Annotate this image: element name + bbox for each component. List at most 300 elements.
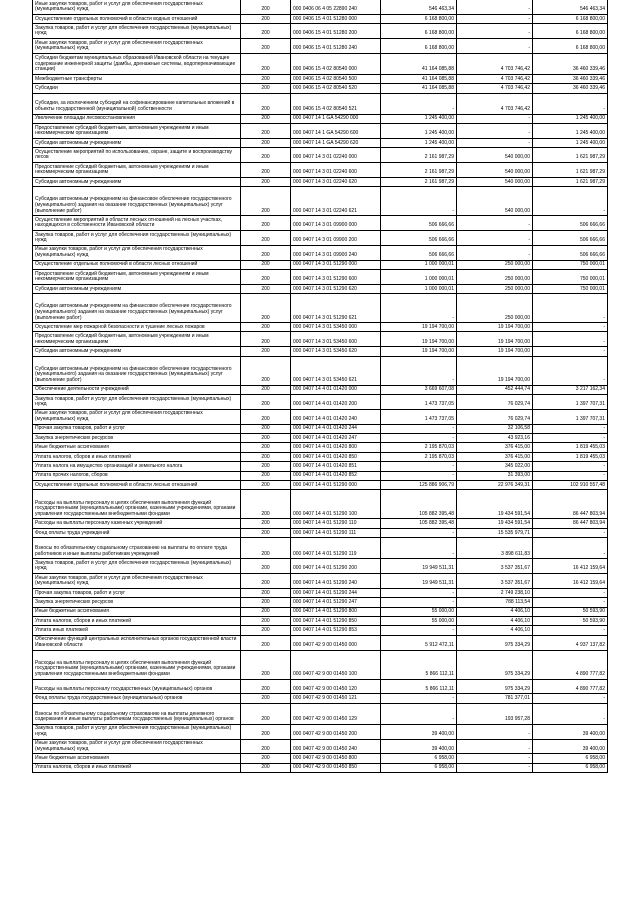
row-admin-code-text: 200 <box>261 670 270 677</box>
row-budget-code <box>291 490 381 518</box>
row-budget-code <box>291 163 381 177</box>
table-row <box>33 764 607 773</box>
row-budget-code-text: 000 0407 14 4 01 01420 247 <box>293 434 357 441</box>
row-remaining-amount <box>533 472 607 480</box>
row-remaining-amount-text: - <box>603 598 605 605</box>
row-budget-code <box>291 617 381 625</box>
row-name <box>33 24 241 38</box>
row-remaining-amount <box>533 148 607 162</box>
row-approved-amount-text: 19 949 511,31 <box>422 565 454 572</box>
row-remaining-amount <box>533 626 607 634</box>
row-name-text: Иные бюджетные ассигнования <box>35 755 109 762</box>
row-budget-code <box>291 529 381 537</box>
row-executed-amount <box>457 740 533 754</box>
row-approved-amount-text: - <box>452 105 454 112</box>
row-admin-code-text: 200 <box>261 641 270 648</box>
row-remaining-amount <box>533 636 607 650</box>
row-budget-code <box>291 434 381 442</box>
row-executed-amount <box>457 357 533 385</box>
row-name <box>33 347 241 355</box>
row-admin-code-text: 200 <box>261 130 270 137</box>
row-name <box>33 481 241 489</box>
row-budget-code-text: 000 0407 14 3 01 02240 620 <box>293 178 357 185</box>
row-executed-amount-text: 193 957,28 <box>504 716 530 723</box>
row-executed-amount-text: - <box>528 764 530 771</box>
row-admin-code-text: 200 <box>261 481 270 488</box>
row-approved-amount <box>381 115 457 123</box>
row-remaining-amount <box>533 323 607 331</box>
row-remaining-amount <box>533 410 607 424</box>
row-admin-code-text: 200 <box>261 207 270 214</box>
row-name-text: Уплата налогов, сборов и иных платежей <box>35 764 132 771</box>
row-admin-code <box>241 285 291 293</box>
row-approved-amount <box>381 39 457 53</box>
row-executed-amount-text: 540 000,00 <box>504 178 530 185</box>
row-admin-code <box>241 740 291 754</box>
row-admin-code <box>241 270 291 284</box>
row-admin-code <box>241 246 291 260</box>
row-name <box>33 434 241 442</box>
row-name-text: Увеличение площади лесовосстановления <box>35 115 135 122</box>
row-executed-amount <box>457 216 533 230</box>
row-admin-code <box>241 434 291 442</box>
row-admin-code <box>241 529 291 537</box>
row-budget-code <box>291 15 381 23</box>
row-executed-amount-text: - <box>528 15 530 22</box>
row-remaining-amount <box>533 386 607 394</box>
table-row <box>33 589 607 598</box>
row-remaining-amount-text: 506 666,66 <box>579 237 605 244</box>
row-remaining-amount-text: 39 400,00 <box>582 745 605 752</box>
row-name <box>33 357 241 385</box>
row-remaining-amount <box>533 519 607 527</box>
row-executed-amount <box>457 347 533 355</box>
row-name <box>33 84 241 92</box>
row-executed-amount <box>457 261 533 269</box>
row-executed-amount-text: 781 377,01 <box>504 695 530 702</box>
table-row <box>33 0 607 15</box>
row-executed-amount-text: 452 444,74 <box>504 386 530 393</box>
row-admin-code-text: 200 <box>261 444 270 451</box>
row-admin-code <box>241 163 291 177</box>
table-row <box>33 608 607 617</box>
row-remaining-amount <box>533 453 607 461</box>
row-executed-amount-text: 15 535 979,71 <box>498 529 530 536</box>
row-remaining-amount <box>533 178 607 186</box>
row-admin-code <box>241 94 291 114</box>
table-row <box>33 490 607 519</box>
row-admin-code <box>241 574 291 588</box>
row-budget-code-text: 000 0407 14 3 01 53450 600 <box>293 338 357 345</box>
row-admin-code <box>241 24 291 38</box>
row-remaining-amount <box>533 94 607 114</box>
row-remaining-amount-text: - <box>603 207 605 214</box>
table-row <box>33 626 607 635</box>
row-name-text: Иные закупки товаров, работ и услуг для обеспечения государственных (муниципальных) нужд <box>35 0 203 13</box>
row-executed-amount-text: 4 703 746,42 <box>500 75 530 82</box>
row-approved-amount <box>381 323 457 331</box>
row-approved-amount-text: - <box>452 207 454 214</box>
row-budget-code <box>291 519 381 527</box>
row-budget-code <box>291 124 381 138</box>
row-admin-code <box>241 323 291 331</box>
row-executed-amount <box>457 490 533 518</box>
row-approved-amount <box>381 386 457 394</box>
row-remaining-amount <box>533 75 607 83</box>
row-executed-amount <box>457 15 533 23</box>
row-executed-amount <box>457 163 533 177</box>
row-executed-amount-text: - <box>528 745 530 752</box>
table-row <box>33 270 607 285</box>
row-remaining-amount <box>533 124 607 138</box>
row-executed-amount <box>457 0 533 14</box>
row-budget-code-text: 000 0406 15 4 01 51280 200 <box>293 30 357 37</box>
row-admin-code-text: 200 <box>261 105 270 112</box>
row-remaining-amount <box>533 680 607 694</box>
row-budget-code-text: 000 0407 14 4 01 51290 200 <box>293 565 357 572</box>
table-row <box>33 680 607 695</box>
row-budget-code-text: 000 0407 14 3 01 53450 620 <box>293 348 357 355</box>
row-admin-code-text: 200 <box>261 348 270 355</box>
row-name <box>33 472 241 480</box>
row-remaining-amount-text: - <box>603 434 605 441</box>
row-executed-amount-text: - <box>528 130 530 137</box>
row-remaining-amount <box>533 187 607 215</box>
row-name-text: Уплата налогов, сборов и иных платежей <box>35 617 132 624</box>
row-budget-code <box>291 75 381 83</box>
row-remaining-amount <box>533 24 607 38</box>
row-name-text: Закупка товаров, работ и услуг для обеспечения государственных (муниципальных) нужд <box>35 395 232 408</box>
row-admin-code <box>241 386 291 394</box>
row-budget-code-text: 000 0407 14 4 01 51290 244 <box>293 589 357 596</box>
row-admin-code <box>241 764 291 772</box>
row-executed-amount-text: - <box>528 251 530 258</box>
row-name-text: Фонд оплаты труда учреждений <box>35 529 110 536</box>
row-admin-code <box>241 538 291 558</box>
row-name <box>33 178 241 186</box>
row-name-text: Иные закупки товаров, работ и услуг для обеспечения государственных (муниципальных) нужд <box>35 740 203 752</box>
row-admin-code-text: 200 <box>261 377 270 384</box>
row-name <box>33 443 241 451</box>
row-remaining-amount-text: 1 819 455,03 <box>575 444 605 451</box>
row-name-text: Уплата иных платежей <box>35 627 88 634</box>
row-admin-code <box>241 462 291 470</box>
row-budget-code <box>291 294 381 322</box>
row-name <box>33 519 241 527</box>
row-admin-code-text: 200 <box>261 580 270 587</box>
row-executed-amount <box>457 115 533 123</box>
row-remaining-amount-text: - <box>603 627 605 634</box>
row-remaining-amount <box>533 754 607 762</box>
row-remaining-amount <box>533 764 607 772</box>
row-name <box>33 538 241 558</box>
row-budget-code-text: 000 0407 14 4 01 01420 850 <box>293 453 357 460</box>
row-budget-code-text: 000 0407 14 4 01 51290 800 <box>293 608 357 615</box>
row-admin-code-text: 200 <box>261 472 270 479</box>
row-admin-code <box>241 216 291 230</box>
row-admin-code <box>241 395 291 409</box>
row-name <box>33 323 241 331</box>
row-approved-amount-text: 5 866 112,11 <box>425 685 454 692</box>
table-row <box>33 395 607 410</box>
row-approved-amount <box>381 0 457 14</box>
row-approved-amount <box>381 294 457 322</box>
row-name-text: Взносы по обязательному социальному страхованию на выплаты по оплате труда работников и иные выплаты работникам учреждений <box>35 544 228 557</box>
row-budget-code <box>291 626 381 634</box>
table-row <box>33 538 607 559</box>
row-name <box>33 163 241 177</box>
row-budget-code <box>291 347 381 355</box>
row-admin-code-text: 200 <box>261 716 270 723</box>
row-admin-code-text: 200 <box>261 251 270 258</box>
row-executed-amount-text: 3 537 351,67 <box>500 580 530 587</box>
row-name-text: Осуществление отдельных полномочий в области водных отношений <box>35 15 198 22</box>
row-budget-code-text: 000 0407 14 3 01 51290 620 <box>293 285 357 292</box>
table-row <box>33 425 607 434</box>
row-remaining-amount <box>533 270 607 284</box>
row-approved-amount <box>381 246 457 260</box>
row-approved-amount <box>381 75 457 83</box>
row-approved-amount-text: 2 195 870,03 <box>424 453 454 460</box>
row-name <box>33 94 241 114</box>
row-admin-code <box>241 261 291 269</box>
row-approved-amount <box>381 680 457 694</box>
row-budget-code-text: 000 0407 14 3 01 09900 240 <box>293 251 357 258</box>
row-executed-amount <box>457 124 533 138</box>
row-approved-amount <box>381 261 457 269</box>
row-approved-amount <box>381 704 457 724</box>
table-row <box>33 754 607 763</box>
row-admin-code <box>241 472 291 480</box>
row-remaining-amount <box>533 725 607 739</box>
row-name <box>33 124 241 138</box>
row-budget-code <box>291 694 381 702</box>
table-row <box>33 472 607 481</box>
row-executed-amount <box>457 608 533 616</box>
row-name <box>33 626 241 634</box>
row-budget-code-text: 000 0407 42 9 00 01450 240 <box>293 745 357 752</box>
row-remaining-amount <box>533 704 607 724</box>
row-budget-code-text: 000 0406 15 4 02 80540 000 <box>293 66 357 73</box>
row-name-text: Субсидии автономным учреждениям на финансовое обеспечение государственного (муниципального) задания на оказание государственных (муниципальных) услуг (выполнение работ) <box>35 196 232 214</box>
row-admin-code-text: 200 <box>261 685 270 692</box>
row-executed-amount-text: 4 703 746,42 <box>500 105 530 112</box>
table-row <box>33 636 607 651</box>
row-remaining-amount-text: - <box>603 377 605 384</box>
row-approved-amount-text: - <box>452 550 454 557</box>
row-remaining-amount-text: 506 666,66 <box>579 222 605 229</box>
row-executed-amount-text: 19 194 700,00 <box>498 377 530 384</box>
row-approved-amount <box>381 651 457 679</box>
row-admin-code <box>241 148 291 162</box>
row-executed-amount <box>457 270 533 284</box>
row-approved-amount <box>381 725 457 739</box>
row-admin-code-text: 200 <box>261 15 270 22</box>
row-name <box>33 680 241 694</box>
row-admin-code <box>241 357 291 385</box>
row-approved-amount-text: 41 164 085,88 <box>422 75 454 82</box>
row-budget-code-text: 000 0407 14 3 01 53450 000 <box>293 323 357 330</box>
row-remaining-amount-text: - <box>603 425 605 432</box>
row-remaining-amount <box>533 443 607 451</box>
row-remaining-amount <box>533 490 607 518</box>
row-budget-code-text: 000 0406 15 4 02 80540 521 <box>293 105 357 112</box>
row-budget-code-text: 000 0407 14 4 01 01420 852 <box>293 472 357 479</box>
row-executed-amount-text: 376 415,00 <box>504 453 530 460</box>
row-name-text: Уплата налога на имущество организаций и земельного налога <box>35 463 183 470</box>
row-executed-amount <box>457 39 533 53</box>
row-admin-code <box>241 332 291 346</box>
row-name <box>33 15 241 23</box>
row-approved-amount-text: 506 666,66 <box>428 251 454 258</box>
row-name-text: Прочая закупка товаров, работ и услуг <box>35 589 126 596</box>
row-approved-amount-text: 125 886 906,79 <box>419 481 454 488</box>
table-row <box>33 617 607 626</box>
row-admin-code <box>241 754 291 762</box>
row-approved-amount <box>381 187 457 215</box>
row-remaining-amount <box>533 651 607 679</box>
row-name <box>33 261 241 269</box>
row-remaining-amount-text: 1 819 455,03 <box>575 453 605 460</box>
row-executed-amount <box>457 75 533 83</box>
row-name-text: Субсидии автономным учреждениям на финансовое обеспечение государственного (муниципального) задания на оказание государственных (муниципальных) услуг (выполнение работ) <box>35 303 232 321</box>
row-admin-code <box>241 124 291 138</box>
row-budget-code-text: 000 0407 14 4 01 51290 000 <box>293 481 357 488</box>
row-admin-code <box>241 0 291 14</box>
row-name-text: Закупка товаров, работ и услуг для обеспечения государственных (муниципальных) нужд <box>35 231 232 244</box>
row-budget-code <box>291 680 381 694</box>
row-budget-code-text: 000 0407 14 4 01 01420 851 <box>293 463 357 470</box>
row-name-text: Осуществление отдельных полномочий в области лесных отношений <box>35 481 198 488</box>
row-remaining-amount <box>533 0 607 14</box>
row-admin-code <box>241 39 291 53</box>
row-approved-amount <box>381 347 457 355</box>
row-remaining-amount-text: - <box>603 472 605 479</box>
row-remaining-amount <box>533 231 607 245</box>
row-remaining-amount <box>533 608 607 616</box>
row-remaining-amount-text: 1 621 987,29 <box>575 154 605 161</box>
row-budget-code <box>291 39 381 53</box>
row-admin-code <box>241 425 291 433</box>
row-approved-amount <box>381 332 457 346</box>
row-name-text: Фонд оплаты труда государственных (муниципальных) органов <box>35 695 183 702</box>
row-budget-code <box>291 332 381 346</box>
row-admin-code <box>241 680 291 694</box>
row-admin-code-text: 200 <box>261 730 270 737</box>
table-row <box>33 294 607 323</box>
row-approved-amount <box>381 178 457 186</box>
row-admin-code <box>241 347 291 355</box>
table-row <box>33 24 607 39</box>
row-approved-amount <box>381 285 457 293</box>
row-executed-amount-text: 19 194 700,00 <box>498 338 530 345</box>
row-budget-code-text: 000 0407 42 9 00 01450 100 <box>293 670 357 677</box>
row-admin-code <box>241 231 291 245</box>
row-admin-code-text: 200 <box>261 401 270 408</box>
row-executed-amount-text: 250 000,00 <box>504 276 530 283</box>
row-remaining-amount <box>533 216 607 230</box>
row-budget-code <box>291 425 381 433</box>
row-executed-amount <box>457 598 533 606</box>
row-remaining-amount-text: - <box>603 589 605 596</box>
row-budget-code <box>291 764 381 772</box>
row-admin-code <box>241 694 291 702</box>
row-budget-code-text: 000 0407 14 4 01 01420 200 <box>293 401 357 408</box>
row-executed-amount <box>457 434 533 442</box>
row-approved-amount-text: 39 400,00 <box>431 730 454 737</box>
row-admin-code <box>241 410 291 424</box>
row-approved-amount-text: 105 882 395,48 <box>419 520 454 527</box>
row-admin-code <box>241 115 291 123</box>
row-remaining-amount-text: 86 447 803,94 <box>573 510 605 517</box>
row-approved-amount-text: - <box>452 598 454 605</box>
row-budget-code-text: 000 0407 14 4 01 51290 247 <box>293 598 357 605</box>
row-approved-amount <box>381 231 457 245</box>
row-admin-code-text: 200 <box>261 169 270 176</box>
row-admin-code-text: 200 <box>261 178 270 185</box>
row-remaining-amount-text: 36 460 339,46 <box>573 84 605 91</box>
row-executed-amount-text: 975 334,29 <box>504 685 530 692</box>
row-name <box>33 75 241 83</box>
row-approved-amount <box>381 462 457 470</box>
row-admin-code-text: 200 <box>261 425 270 432</box>
row-budget-code-text: 000 0407 14 3 01 51290 600 <box>293 276 357 283</box>
row-remaining-amount-text: 4 937 137,82 <box>575 641 605 648</box>
row-remaining-amount-text: 39 400,00 <box>582 730 605 737</box>
row-name <box>33 559 241 573</box>
row-remaining-amount <box>533 332 607 346</box>
row-name <box>33 386 241 394</box>
row-budget-code <box>291 704 381 724</box>
row-approved-amount <box>381 24 457 38</box>
row-executed-amount <box>457 148 533 162</box>
row-budget-code-text: 000 0407 14 1 GA 54290 620 <box>293 139 359 146</box>
row-budget-code <box>291 139 381 147</box>
budget-table <box>32 0 608 773</box>
row-remaining-amount <box>533 15 607 23</box>
row-executed-amount <box>457 84 533 92</box>
row-approved-amount-text: 2 161 987,29 <box>424 169 454 176</box>
row-approved-amount-text: 2 161 987,29 <box>424 154 454 161</box>
row-admin-code-text: 200 <box>261 608 270 615</box>
row-remaining-amount <box>533 261 607 269</box>
row-admin-code-text: 200 <box>261 745 270 752</box>
row-executed-amount <box>457 323 533 331</box>
row-approved-amount-text: 19 194 700,00 <box>422 323 454 330</box>
table-row <box>33 84 607 93</box>
row-approved-amount <box>381 472 457 480</box>
row-admin-code-text: 200 <box>261 386 270 393</box>
row-approved-amount <box>381 636 457 650</box>
row-budget-code-text: 000 0407 14 3 01 02240 600 <box>293 169 357 176</box>
row-executed-amount-text: - <box>528 6 530 13</box>
row-remaining-amount <box>533 357 607 385</box>
row-approved-amount-text: 546 463,34 <box>428 6 454 13</box>
row-admin-code <box>241 519 291 527</box>
row-remaining-amount <box>533 589 607 597</box>
row-budget-code-text: 000 0407 14 3 01 53450 621 <box>293 377 357 384</box>
row-executed-amount <box>457 680 533 694</box>
table-row <box>33 216 607 231</box>
row-remaining-amount-text: 506 666,66 <box>579 251 605 258</box>
row-approved-amount-text: 1 245 400,00 <box>424 115 454 122</box>
table-row <box>33 231 607 246</box>
row-admin-code-text: 200 <box>261 453 270 460</box>
row-executed-amount-text: 31 393,00 <box>507 472 530 479</box>
row-executed-amount-text: 3 898 611,83 <box>501 550 530 557</box>
row-approved-amount <box>381 754 457 762</box>
row-name-text: Осуществление отдельных полномочий в области лесных отношений <box>35 261 198 268</box>
